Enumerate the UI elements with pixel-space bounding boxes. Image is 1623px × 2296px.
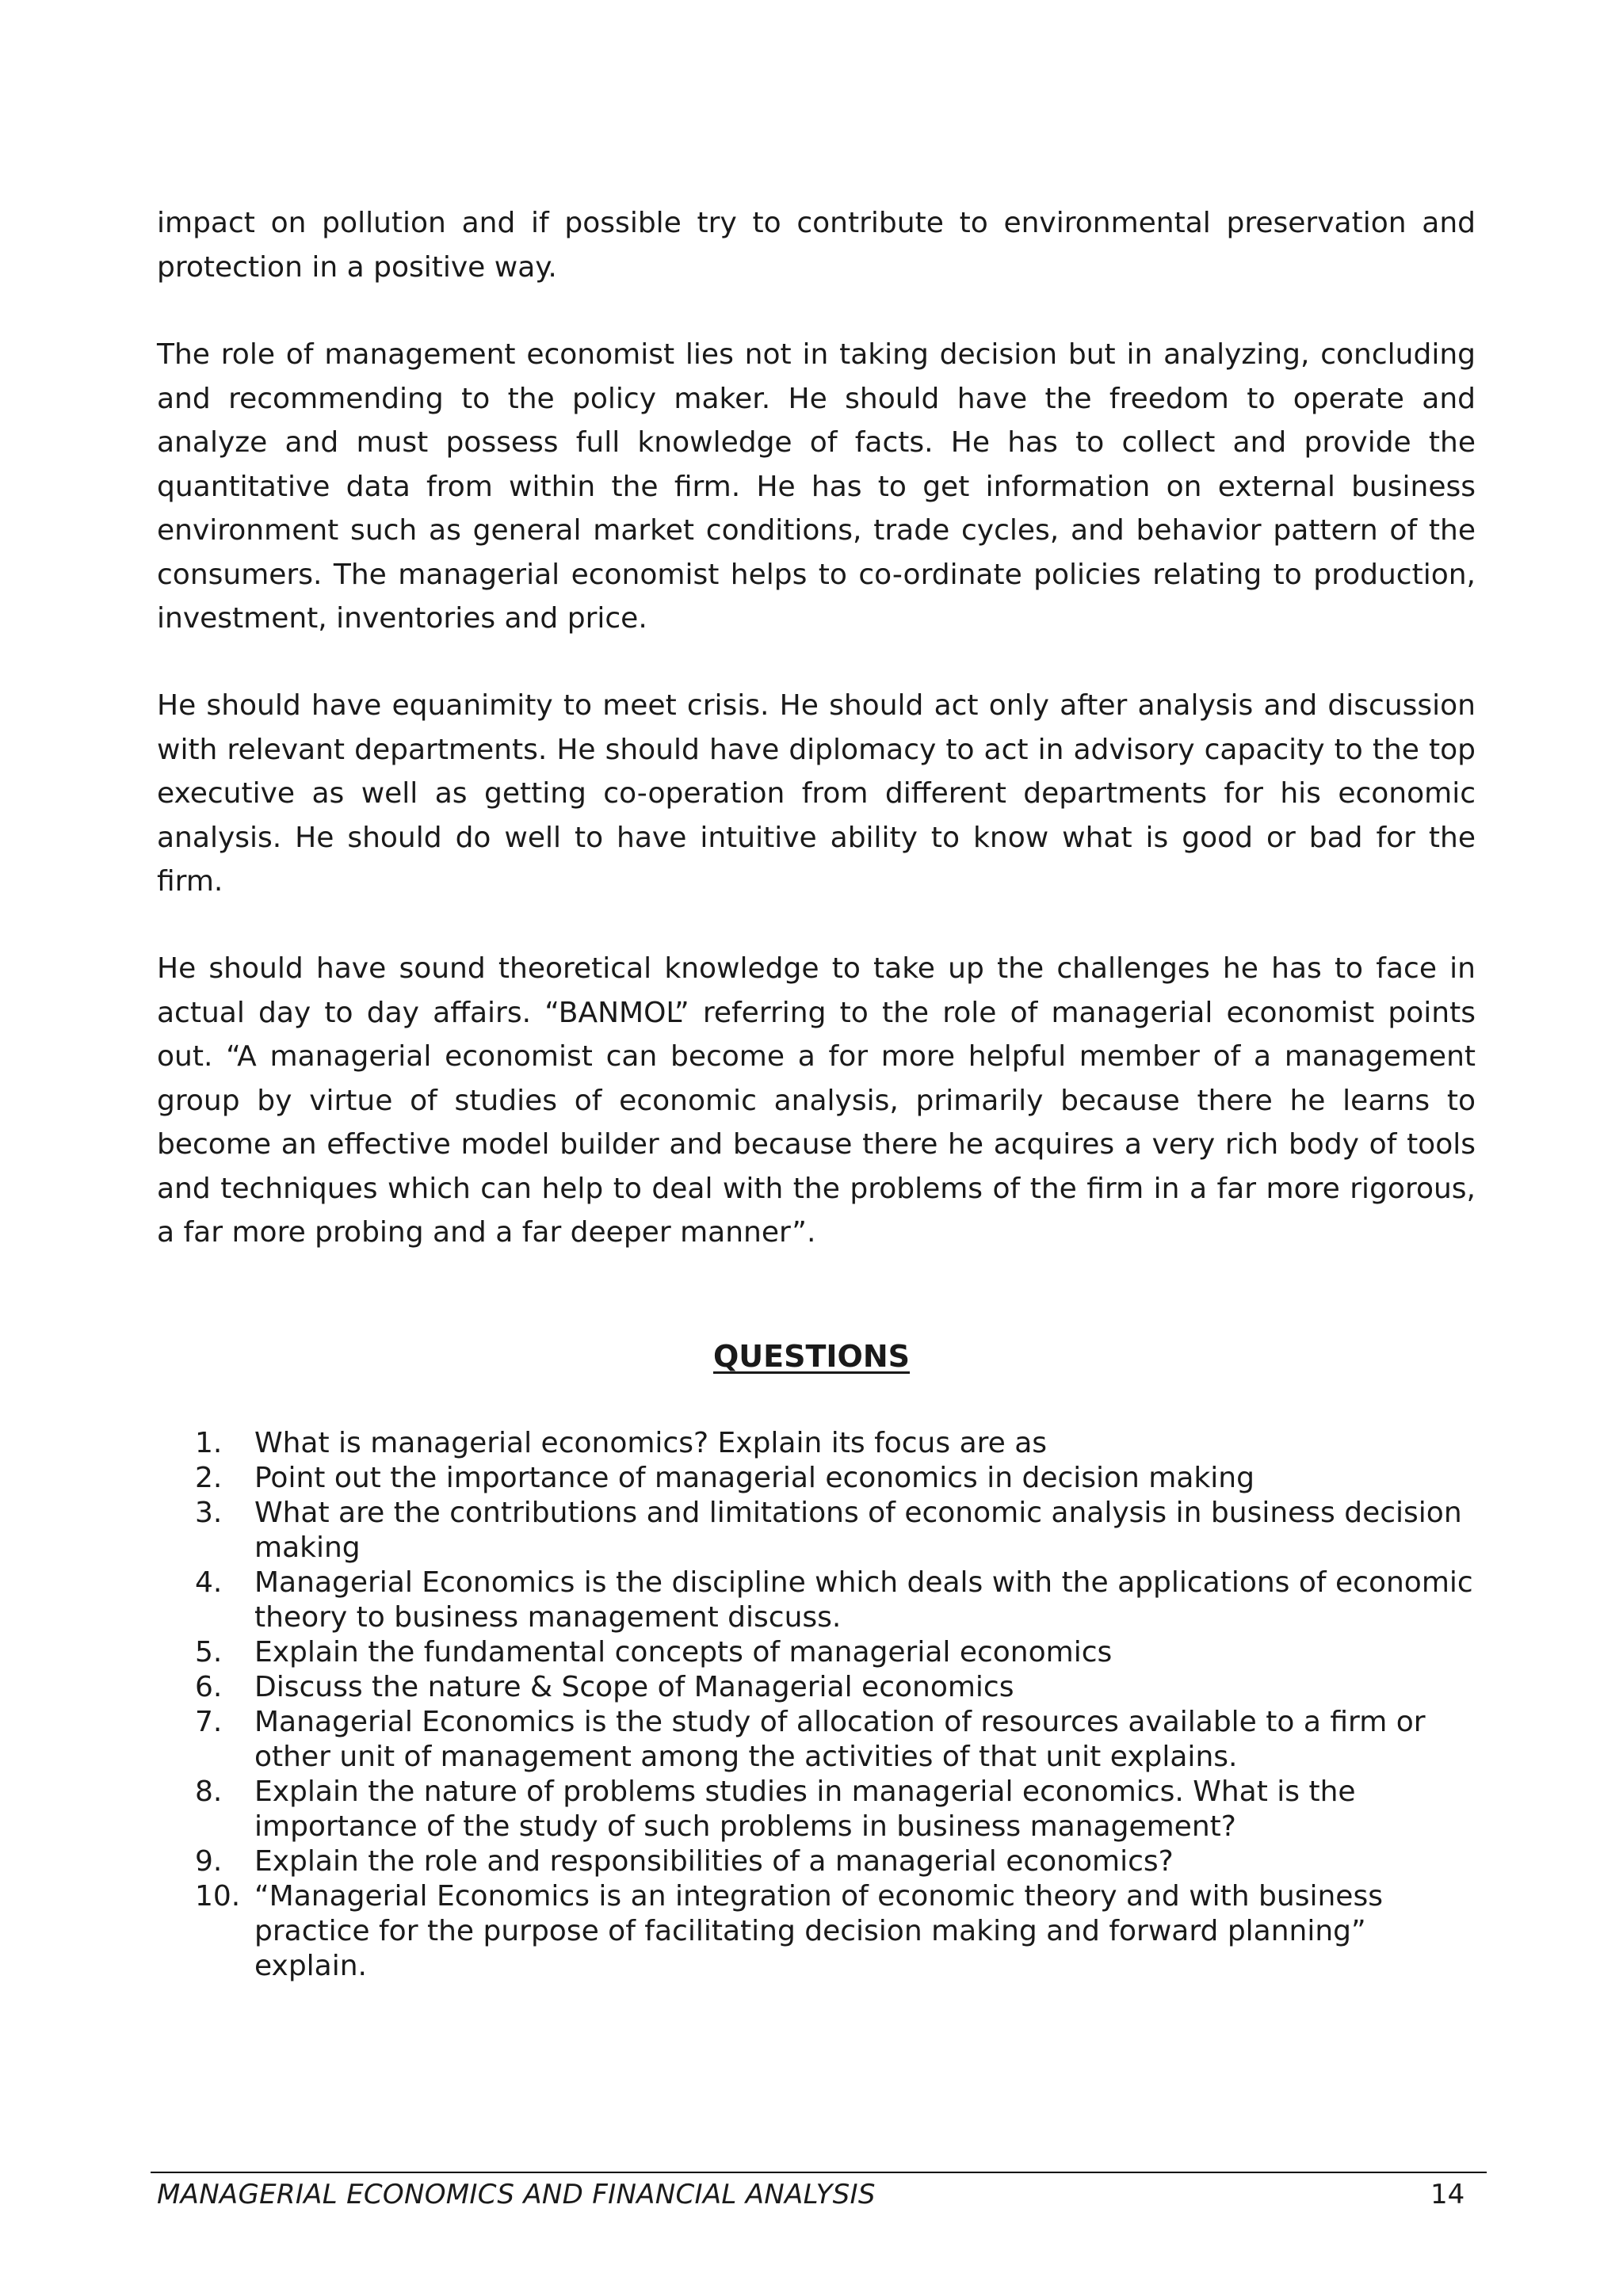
question-item <box>157 1670 1476 1705</box>
paragraph-pollution: impact on pollution and if possible try to contribute to environmental preservation and protection in a positive way. <box>157 207 1476 284</box>
question-text: Explain the fundamental concepts of managerial economics <box>254 1636 1113 1669</box>
questions-list <box>157 1426 1476 1984</box>
question-item <box>157 1879 1476 1984</box>
questions-heading: QUESTIONS <box>712 1339 911 1374</box>
question-number: 6. <box>195 1671 223 1703</box>
question-text: Point out the importance of managerial economics in decision making <box>254 1462 1254 1494</box>
question-number: 1. <box>195 1427 223 1459</box>
question-item <box>157 1844 1476 1879</box>
question-text: Explain the role and responsibilities of a managerial economics? <box>254 1845 1174 1878</box>
footer-title: MANAGERIAL ECONOMICS AND FINANCIAL ANALYSIS <box>157 2179 876 2210</box>
question-item <box>157 1635 1476 1670</box>
question-number: 7. <box>195 1706 223 1738</box>
page-number: 14 <box>1430 2179 1465 2210</box>
question-item <box>157 1775 1476 1844</box>
question-number: 2. <box>195 1462 223 1494</box>
question-text: Managerial Economics is the study of allocation of resources available to a firm or other unit of management among the activities of that unit explains. <box>254 1706 1426 1773</box>
footer-divider <box>151 2172 1487 2173</box>
question-text: Explain the nature of problems studies in managerial economics. What is the importance of the study of such problems in business management? <box>254 1775 1356 1843</box>
question-text: What is managerial economics? Explain its focus are as <box>254 1427 1048 1459</box>
question-text: “Managerial Economics is an integration of economic theory and with business practice for the purpose of facilitating decision making and forward planning” explain. <box>254 1880 1383 1982</box>
question-text: Discuss the nature & Scope of Managerial economics <box>254 1671 1014 1703</box>
paragraph-equanimity: He should have equanimity to meet crisis. He should act only after analysis and discussion with relevant departments. He should have diplomacy to act in advisory capacity to the top executive as well as getting co-operation from different departments for his economic analysis. He should do well to have intuitive ability to know what is good or bad for the firm. <box>157 689 1476 898</box>
question-number: 5. <box>195 1636 223 1669</box>
question-number: 8. <box>195 1775 223 1808</box>
question-number: 3. <box>195 1497 223 1529</box>
question-item <box>157 1461 1476 1496</box>
question-item <box>157 1496 1476 1566</box>
paragraph-role-of-economist: The role of management economist lies not in taking decision but in analyzing, concluding and recommending to the policy maker. He should have the freedom to operate and analyze and must possess full knowledge of facts. He has to collect and provide the quantitative data from within the firm. He has to get information on external business environment such as general market conditions, trade cycles, and behavior pattern of the consumers. The managerial economist helps to co-ordinate policies relating to production, investment, inventories and price. <box>157 338 1476 635</box>
question-number: 10. <box>195 1880 241 1913</box>
question-number: 9. <box>195 1845 223 1878</box>
paragraph-theoretical-knowledge: He should have sound theoretical knowledge to take up the challenges he has to face in actual day to day affairs. “BANMOL” referring to the role of managerial economist points out. “A managerial economist can become a for more helpful member of a management group by virtue of studies of economic analysis, primarily because there he learns to become an effective model builder and because there he acquires a very rich body of tools and techniques which can help to deal with the problems of the firm in a far more rigorous, a far more probing and a far deeper manner”. <box>157 952 1476 1249</box>
question-item <box>157 1705 1476 1775</box>
question-number: 4. <box>195 1566 223 1599</box>
question-item <box>157 1566 1476 1635</box>
question-text: What are the contributions and limitations of economic analysis in business decision making <box>254 1497 1462 1564</box>
question-item <box>157 1426 1476 1461</box>
question-text: Managerial Economics is the discipline which deals with the applications of economic theory to business management discuss. <box>254 1566 1473 1634</box>
